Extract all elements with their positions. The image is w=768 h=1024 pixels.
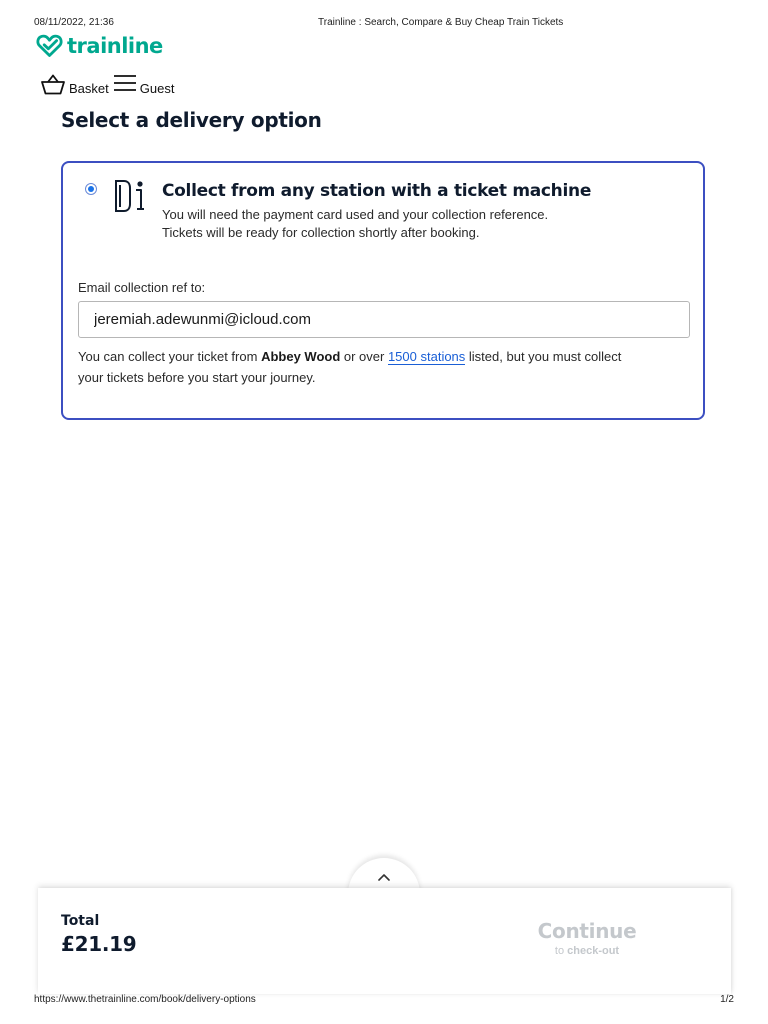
total-label: Total [61, 913, 100, 929]
print-footer [34, 994, 734, 1006]
page-title: Select a delivery option [61, 108, 322, 132]
email-field[interactable] [78, 301, 690, 338]
stations-list-link[interactable]: 1500 stations [387, 349, 466, 364]
checkout-summary-bar [38, 888, 731, 994]
collection-info-text: listed, but you must collect your tickets before you start your journey. [78, 349, 622, 385]
hamburger-menu-icon [113, 72, 137, 96]
delivery-option-description [162, 206, 548, 242]
menu-label: Guest [139, 81, 175, 96]
logo-text: trainline [67, 34, 163, 58]
basket-icon [40, 72, 66, 96]
continue-button[interactable] [528, 918, 646, 958]
print-header [34, 17, 734, 29]
header-nav [40, 66, 174, 96]
collection-info-text: You can collect your ticket from [78, 349, 262, 364]
delivery-option-description-line: You will need the payment card used and your collection reference. [162, 207, 549, 222]
email-field-label: Email collection ref to: [78, 280, 206, 295]
delivery-option-description-line: Tickets will be ready for collection shortly after booking. [162, 225, 480, 240]
collection-info [78, 346, 638, 388]
chevron-up-icon [378, 873, 390, 881]
print-page-number: 1/2 [720, 994, 734, 1005]
collection-info-text: or over [340, 349, 388, 364]
basket-button[interactable] [40, 72, 109, 96]
continue-label: Continue [537, 919, 637, 943]
ticket-machine-icon [113, 179, 149, 213]
continue-sublabel [528, 944, 646, 958]
basket-label: Basket [69, 81, 109, 96]
print-datetime: 08/11/2022, 21:36 [34, 17, 114, 28]
delivery-option-card[interactable] [61, 161, 705, 420]
delivery-option-radio[interactable] [85, 183, 97, 195]
continue-sub-bold: check-out [567, 945, 620, 957]
print-url: https://www.thetrainline.com/book/delivery-options [34, 994, 256, 1005]
print-page-title: Trainline : Search, Compare & Buy Cheap Train Tickets [318, 17, 564, 28]
total-price: £21.19 [61, 932, 137, 956]
heart-check-icon [36, 34, 63, 58]
continue-sub-prefix: to [554, 945, 568, 957]
trainline-logo[interactable] [36, 32, 163, 60]
collection-station: Abbey Wood [261, 349, 341, 364]
delivery-option-title: Collect from any station with a ticket machine [162, 181, 592, 201]
menu-button[interactable] [113, 72, 175, 96]
